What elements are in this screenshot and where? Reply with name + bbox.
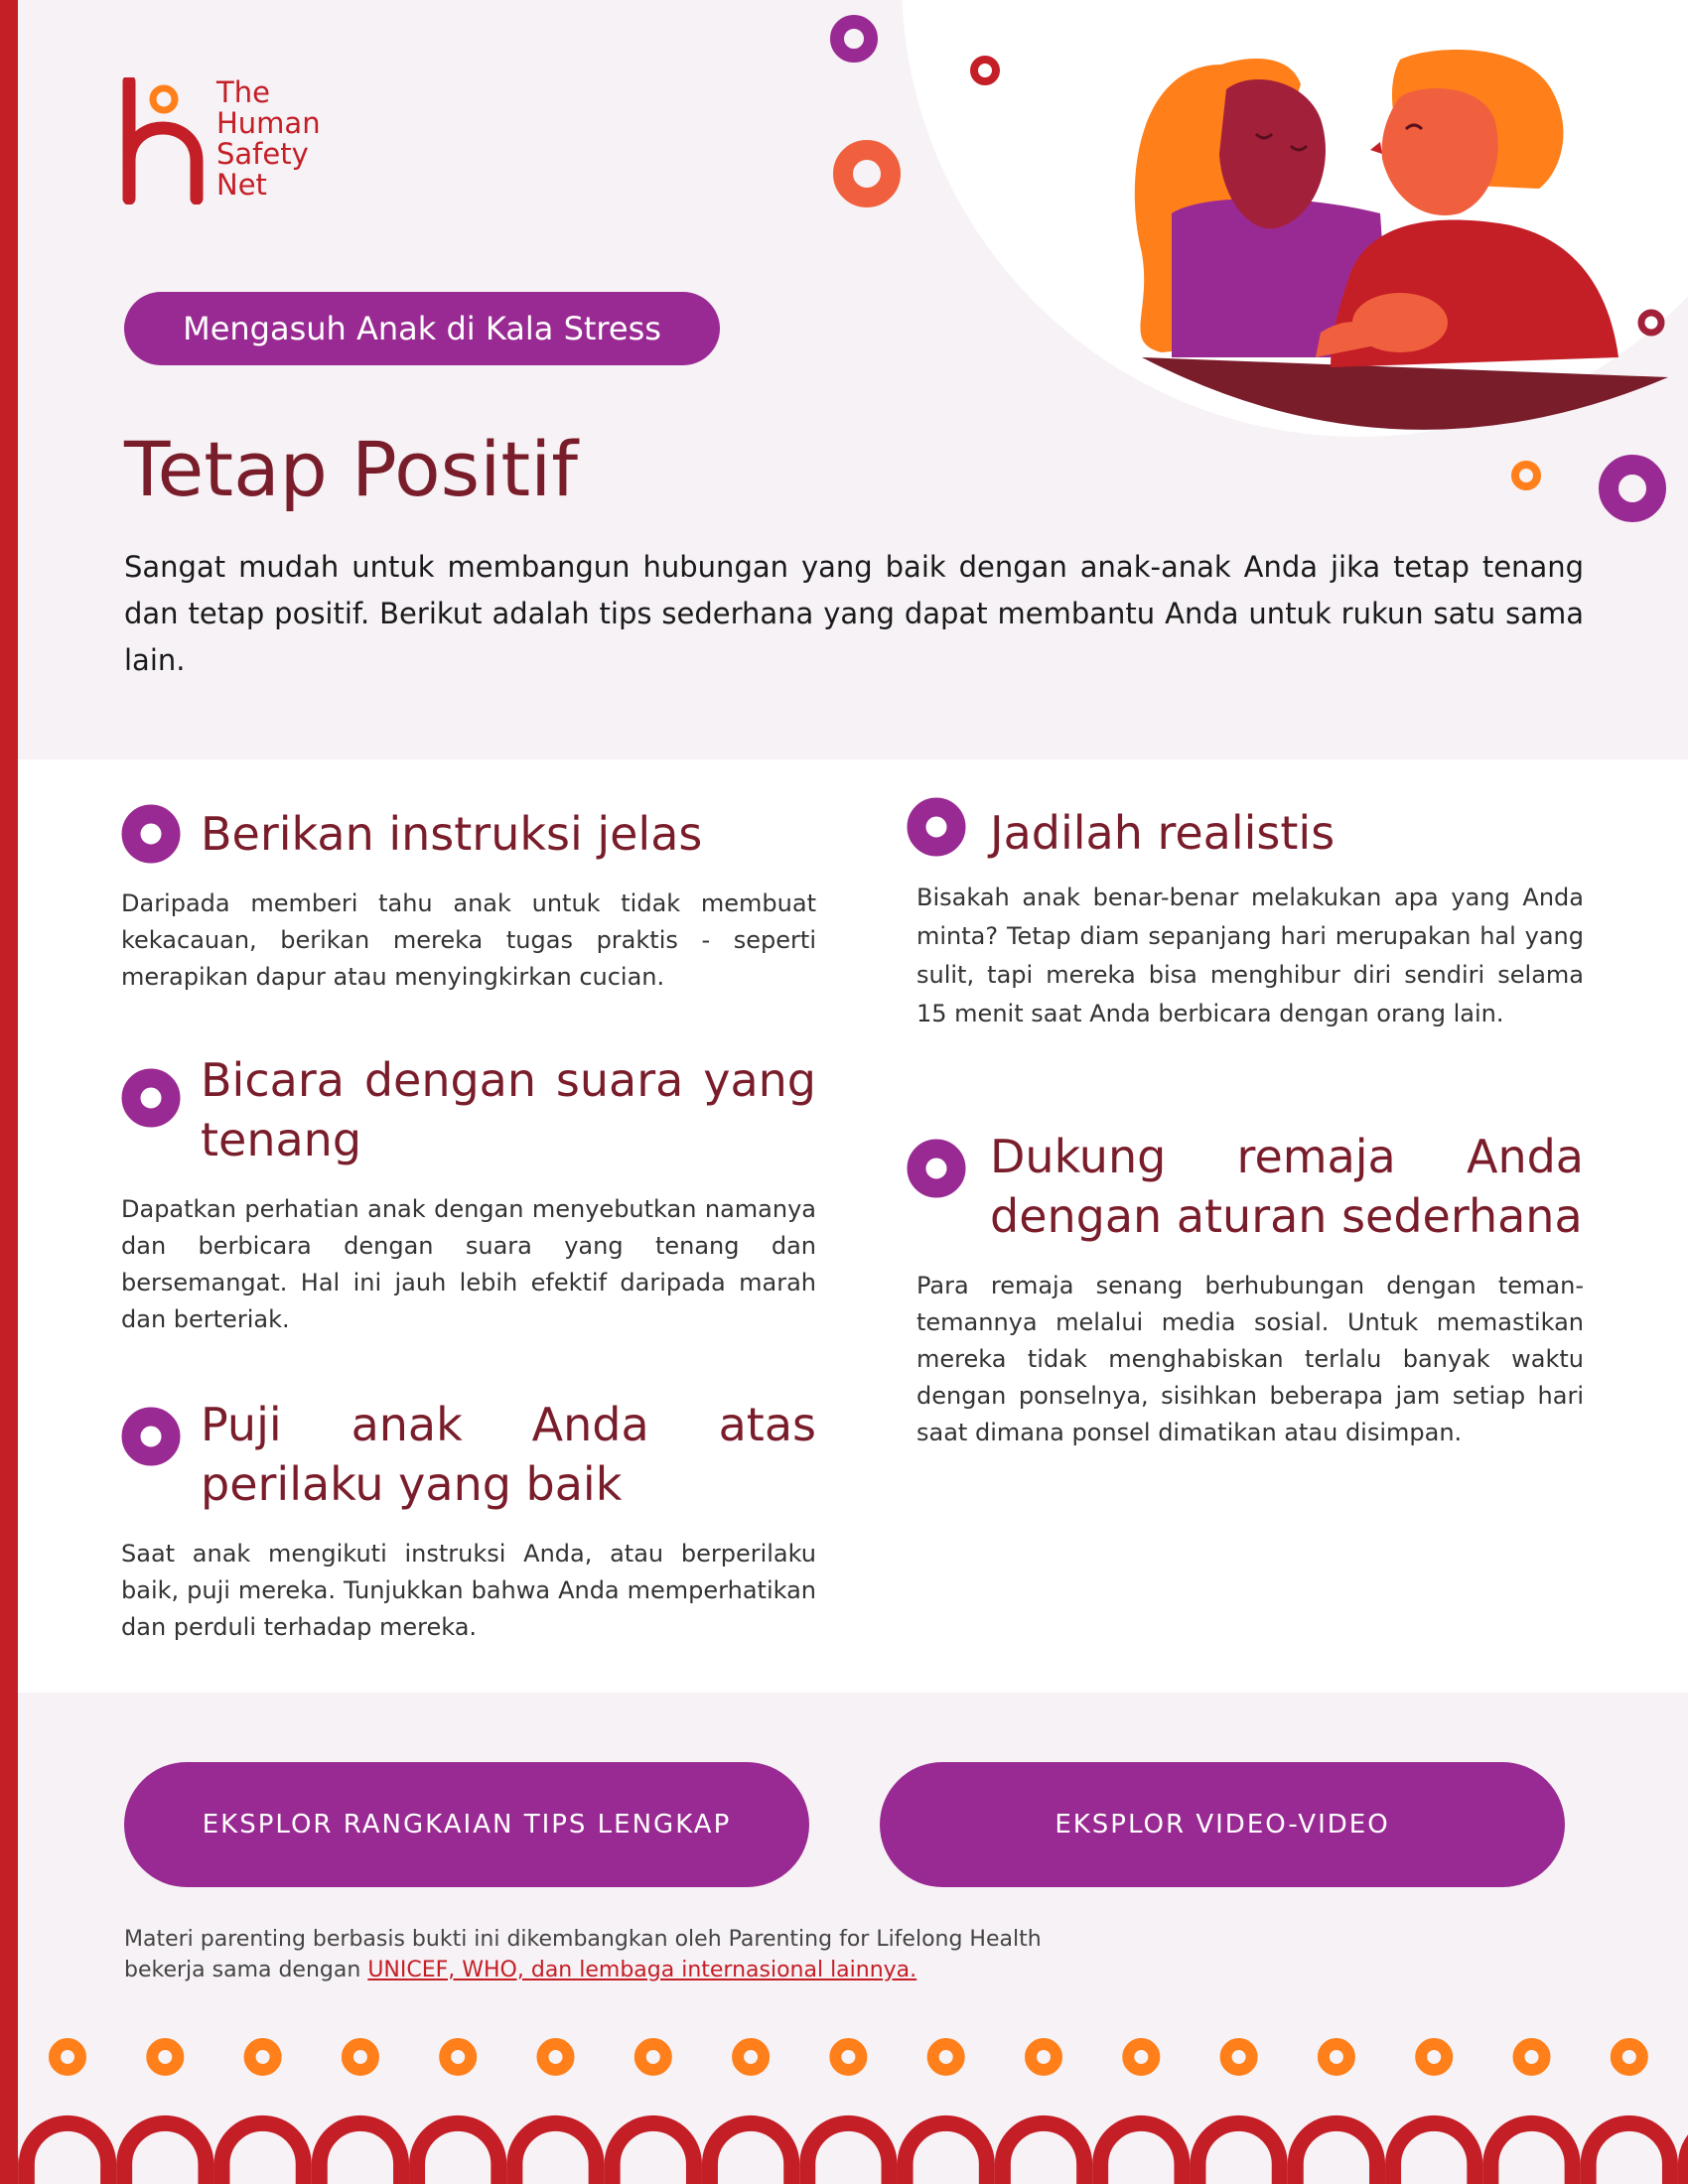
purple-ring-icon [907, 797, 966, 857]
tip-title: Bicara dengan suara yang tenang [201, 1053, 816, 1166]
orange-ring-icon [1519, 2044, 1545, 2070]
explore-tips-button[interactable]: EKSPLOR RANGKAIAN TIPS LENGKAP [124, 1762, 809, 1887]
tip-body: Para remaja senang berhubungan dengan teman-temannya melalui media sosial. Untuk memastikan mereka tidak menghabiskan terlalu banyak waktu dengan ponselnya, sisihkan beberapa jam setiap hari saat dimana ponsel dimatikan atau disimpan. [916, 1272, 1584, 1446]
orange-ring-icon [250, 2044, 276, 2070]
red-arch-shape [417, 2123, 498, 2184]
purple-ring-icon [1599, 455, 1666, 522]
orange-ring-icon [348, 2044, 373, 2070]
red-arch-shape [710, 2123, 791, 2184]
purple-ring-icon [121, 804, 181, 864]
orange-ring-icon [55, 2044, 80, 2070]
orange-ring-icon [1421, 2044, 1447, 2070]
coral-ring-icon [832, 139, 902, 208]
red-arch-shape [613, 2123, 694, 2184]
brand-logo [121, 77, 350, 206]
tip-body: Bisakah anak benar-benar melakukan apa yang Anda minta? Tetap diam sepanjang hari merupakan hal yang sulit, tapi mereka bisa menghibur diri sendiri selama 15 menit saat Anda berbicara dengan orang lain. [916, 884, 1584, 1027]
red-arch-shape [906, 2123, 987, 2184]
tip-body: Saat anak mengikuti instruksi Anda, atau berperilaku baik, puji mereka. Tunjukkan bahwa Anda memperhatikan dan perduli terhadap mereka. [121, 1540, 816, 1641]
tip-body: Dapatkan perhatian anak dengan menyebutkan namanya dan berbicara dengan suara yang tenang dan bersemangat. Hal ini jauh lebih efektif daripada marah dan berteriak. [121, 1195, 816, 1333]
orange-ring-icon [1509, 459, 1543, 492]
orange-ring-icon [640, 2044, 666, 2070]
red-arch-shape [320, 2123, 401, 2184]
tip-title: Dukung remaja Anda dengan aturan sederhana [990, 1130, 1584, 1243]
tip-item [907, 797, 1584, 1033]
red-arch-shape [1003, 2123, 1084, 2184]
credit-prefix: bekerja sama dengan [124, 1958, 368, 1982]
tip-title: Jadilah realistis [990, 806, 1336, 860]
orange-ring-icon [1128, 2044, 1154, 2070]
red-arch-shape [807, 2123, 889, 2184]
orange-ring-icon [152, 2044, 178, 2070]
left-accent-bar [0, 0, 18, 2184]
brand-name [216, 77, 321, 201]
explore-videos-button[interactable]: EKSPLOR VIDEO-VIDEO [880, 1762, 1565, 1887]
decorative-border-pattern [18, 2025, 1688, 2184]
intro-paragraph: Sangat mudah untuk membangun hubungan yang baik dengan anak-anak Anda jika tetap tenang dan tetap positif. Berikut adalah tips sederhana yang dapat membantu Anda untuk rukun satu sama lain. [124, 550, 1584, 677]
orange-ring-icon [445, 2044, 471, 2070]
orange-ring-icon [835, 2044, 861, 2070]
red-arch-shape [514, 2123, 596, 2184]
page-title: Tetap Positif [124, 425, 579, 513]
credit-line [124, 1955, 1316, 1985]
red-arch-shape [1589, 2123, 1670, 2184]
red-arch-shape [124, 2123, 206, 2184]
orange-ring-icon [543, 2044, 569, 2070]
red-ring-icon [1636, 308, 1666, 338]
two-people-embracing-illustration [1102, 25, 1678, 442]
brand-name-line: Net [216, 168, 267, 202]
purple-ring-icon [829, 14, 879, 64]
orange-ring-icon [738, 2044, 764, 2070]
red-ring-icon [968, 54, 1002, 87]
purple-ring-icon [121, 1407, 181, 1466]
brand-name-line: Safety [216, 137, 309, 171]
red-arch-shape [1197, 2123, 1279, 2184]
tip-item [907, 1127, 1584, 1451]
tip-item [121, 1050, 816, 1338]
tip-body: Daripada memberi tahu anak untuk tidak membuat kekacauan, berikan mereka tugas praktis - seperti merapikan dapur atau menyingkirkan cucian. [121, 889, 816, 991]
tip-title: Puji anak Anda atas perilaku yang baik [201, 1398, 816, 1511]
tip-title: Berikan instruksi jelas [201, 807, 703, 861]
orange-ring-icon [933, 2044, 959, 2070]
topic-tag: Mengasuh Anak di Kala Stress [124, 292, 720, 365]
credit-line: Materi parenting berbasis bukti ini dikembangkan oleh Parenting for Lifelong Health [124, 1927, 1042, 1952]
red-arch-shape [221, 2123, 303, 2184]
purple-ring-icon [907, 1139, 966, 1198]
red-arch-shape [1490, 2123, 1572, 2184]
red-arch-shape [27, 2123, 108, 2184]
tip-item [121, 804, 816, 996]
orange-ring-icon [1617, 2044, 1642, 2070]
orange-ring-icon [1226, 2044, 1252, 2070]
partners-link[interactable]: UNICEF, WHO, dan lembaga internasional lainnya. [367, 1958, 917, 1982]
credit-note [124, 1924, 1316, 1985]
red-arch-shape [1100, 2123, 1182, 2184]
purple-ring-icon [121, 1068, 181, 1128]
orange-ring-icon [1324, 2044, 1349, 2070]
tip-item [121, 1395, 816, 1646]
human-safety-net-h-icon [121, 77, 211, 205]
orange-ring-icon [1031, 2044, 1056, 2070]
red-arch-shape [1296, 2123, 1377, 2184]
brand-name-line: Human [216, 106, 321, 140]
red-arch-shape [1393, 2123, 1475, 2184]
brand-name-line: The [216, 75, 270, 109]
